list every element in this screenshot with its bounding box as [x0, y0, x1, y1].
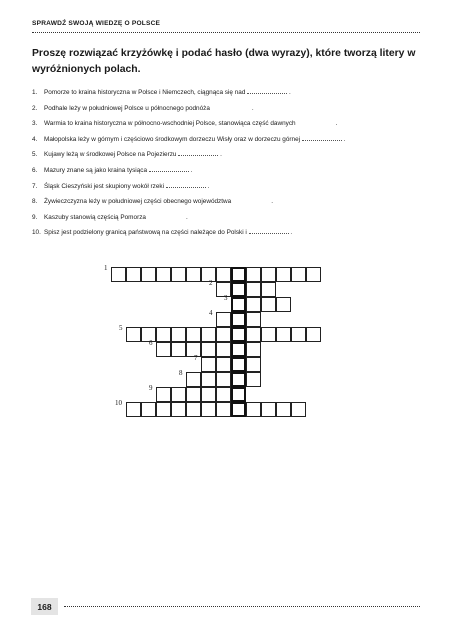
crossword-cell — [306, 267, 321, 282]
crossword-key-cell — [231, 402, 246, 417]
crossword-cell — [246, 267, 261, 282]
crossword-cell — [291, 402, 306, 417]
crossword-cell — [216, 327, 231, 342]
crossword-cell — [246, 327, 261, 342]
answer-blank — [149, 165, 189, 172]
question-item: 3. Warmia to kraina historyczna w północno-wschodniej Polsce, stanowiąca część dawnych . — [32, 120, 338, 128]
crossword-cell — [126, 327, 141, 342]
crossword-cell — [201, 402, 216, 417]
crossword-cell — [186, 402, 201, 417]
crossword-key-cell — [231, 282, 246, 297]
crossword-cell — [216, 372, 231, 387]
crossword-row-number: 3 — [224, 294, 228, 302]
footer-divider — [64, 606, 420, 607]
crossword-cell — [276, 402, 291, 417]
task-instruction: Proszę rozwiązać krzyżówkę i podać hasło (dwa wyrazy), które tworzą litery w wyróżnionych polach. — [32, 48, 416, 75]
question-list — [32, 85, 427, 241]
crossword-cell — [276, 297, 291, 312]
crossword-cell — [216, 402, 231, 417]
crossword-cell — [201, 357, 216, 372]
crossword-cell — [246, 312, 261, 327]
crossword-cell — [171, 387, 186, 402]
crossword-cell — [141, 402, 156, 417]
question-item: 6. Mazury znane są jako kraina tysiąca . — [32, 166, 193, 174]
crossword-cell — [246, 342, 261, 357]
crossword-cell — [156, 387, 171, 402]
answer-blank — [302, 134, 342, 141]
crossword-cell — [156, 327, 171, 342]
crossword-cell — [171, 402, 186, 417]
crossword-cell — [291, 267, 306, 282]
answer-blank — [247, 87, 287, 94]
crossword-row-number: 9 — [149, 384, 153, 392]
crossword-cell — [246, 297, 261, 312]
crossword-row-number: 4 — [209, 309, 213, 317]
crossword-cell — [306, 327, 321, 342]
question-item: 5. Kujawy leżą w środkowej Polsce na Pojezierzu . — [32, 151, 222, 159]
crossword-cell — [261, 327, 276, 342]
crossword-cell — [261, 267, 276, 282]
crossword-cell — [201, 387, 216, 402]
crossword-row-number: 1 — [104, 264, 108, 272]
crossword-cell — [216, 267, 231, 282]
question-item: 4. Małopolska leży w górnym i częściowo środkowym dorzeczu Wisły oraz w dorzeczu górnej . — [32, 135, 346, 143]
crossword-cell — [126, 402, 141, 417]
crossword-row-number: 6 — [149, 339, 153, 347]
crossword-cell — [126, 267, 141, 282]
crossword-cell — [216, 357, 231, 372]
crossword-cell — [276, 267, 291, 282]
crossword-key-cell — [231, 312, 246, 327]
crossword-row-number: 2 — [209, 279, 213, 287]
crossword-cell — [216, 342, 231, 357]
crossword-row-number: 7 — [194, 354, 198, 362]
answer-blank — [249, 227, 289, 234]
crossword-cell — [201, 327, 216, 342]
crossword-cell — [141, 267, 156, 282]
crossword-cell — [201, 342, 216, 357]
crossword-key-cell — [231, 387, 246, 402]
question-item: 7. Śląsk Cieszyński jest skupiony wokół rzeki . — [32, 182, 210, 190]
question-item: 8. Żywieczczyzna leży w południowej części obecnego województwa . — [32, 198, 273, 206]
crossword-row-number: 8 — [179, 369, 183, 377]
crossword-key-cell — [231, 297, 246, 312]
crossword-cell — [216, 387, 231, 402]
crossword-cell — [156, 267, 171, 282]
header-divider — [32, 32, 420, 33]
crossword-cell — [171, 267, 186, 282]
answer-blank — [166, 181, 206, 188]
crossword-cell — [246, 402, 261, 417]
crossword-cell — [246, 372, 261, 387]
page-header: SPRAWDŹ SWOJĄ WIEDZĘ O POLSCE — [32, 20, 161, 27]
crossword-cell — [201, 372, 216, 387]
answer-blank — [178, 149, 218, 156]
crossword-cell — [186, 267, 201, 282]
crossword-key-cell — [231, 327, 246, 342]
crossword-cell — [276, 327, 291, 342]
crossword-key-cell — [231, 357, 246, 372]
crossword-cell — [156, 402, 171, 417]
crossword-key-cell — [231, 342, 246, 357]
crossword-cell — [291, 327, 306, 342]
crossword-key-cell — [231, 267, 246, 282]
question-item: 9. Kaszuby stanowią częścią Pomorza . — [32, 213, 188, 221]
crossword-cell — [261, 402, 276, 417]
crossword-cell — [216, 312, 231, 327]
question-item: 10. Spisz jest podzielony granicą państwową na części należące do Polski i . — [32, 229, 293, 237]
crossword-cell — [171, 327, 186, 342]
question-item: 1. Pomorze to kraina historyczna w Polsce i Niemczech, ciągnąca się nad . — [32, 89, 291, 96]
crossword-row-number: 5 — [119, 324, 123, 332]
crossword-key-cell — [231, 372, 246, 387]
question-item: 2. Podhale leży w południowej Polsce u północnego podnóża . — [32, 104, 254, 112]
crossword-row-number: 10 — [115, 399, 122, 407]
crossword-cell — [111, 267, 126, 282]
crossword-cell — [186, 327, 201, 342]
crossword-cell — [186, 387, 201, 402]
crossword-cell — [261, 297, 276, 312]
crossword-cell — [156, 342, 171, 357]
crossword-cell — [246, 357, 261, 372]
crossword-cell — [171, 342, 186, 357]
crossword-cell — [261, 282, 276, 297]
page-number: 168 — [31, 598, 58, 615]
crossword-cell — [186, 372, 201, 387]
crossword-cell — [246, 282, 261, 297]
